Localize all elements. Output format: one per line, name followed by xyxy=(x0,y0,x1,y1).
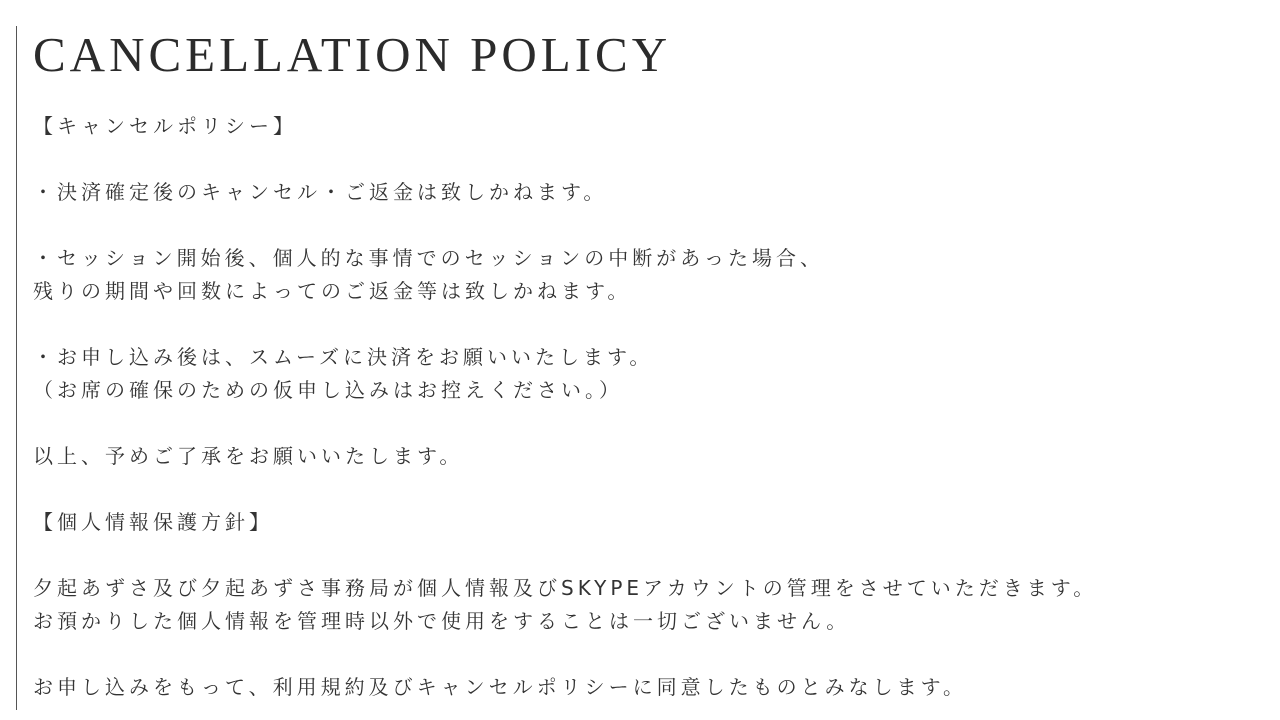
privacy-policy-heading: 【個人情報保護方針】 xyxy=(33,510,273,534)
policy-line-no-refund: ・決済確定後のキャンセル・ご返金は致しかねます。 xyxy=(33,180,608,204)
left-divider-line xyxy=(16,26,17,710)
policy-line-prompt-payment: ・お申し込み後は、スムーズに決済をお願いいたします。 xyxy=(33,345,654,369)
policy-line-no-tentative: （お席の確保のための仮申し込みはお控えください。） xyxy=(33,378,623,402)
privacy-line-management: 夕起あずさ及び夕起あずさ事務局が個人情報及びSKYPEアカウントの管理をさせていただきます。 xyxy=(33,576,1098,600)
blank-line xyxy=(33,407,1240,440)
blank-line xyxy=(33,539,1240,572)
policy-line-session-interruption: ・セッション開始後、個人的な事情でのセッションの中断があった場合、 xyxy=(33,246,824,270)
blank-line xyxy=(33,209,1240,242)
agreement-line: お申し込みをもって、利用規約及びキャンセルポリシーに同意したものとみなします。 xyxy=(33,675,967,699)
policy-line-acknowledgement: 以上、予めご了承をお願いいたします。 xyxy=(33,444,464,468)
blank-line xyxy=(33,143,1240,176)
policy-body xyxy=(33,110,1240,704)
page-title: CANCELLATION POLICY xyxy=(33,27,672,82)
cancellation-policy-heading: 【キャンセルポリシー】 xyxy=(33,114,297,138)
policy-content xyxy=(33,28,1240,704)
blank-line xyxy=(33,638,1240,671)
privacy-line-usage: お預かりした個人情報を管理時以外で使用をすることは一切ございません。 xyxy=(33,609,851,633)
blank-line xyxy=(33,473,1240,506)
policy-line-remaining-period: 残りの期間や回数によってのご返金等は致しかねます。 xyxy=(33,279,632,303)
blank-line xyxy=(33,308,1240,341)
